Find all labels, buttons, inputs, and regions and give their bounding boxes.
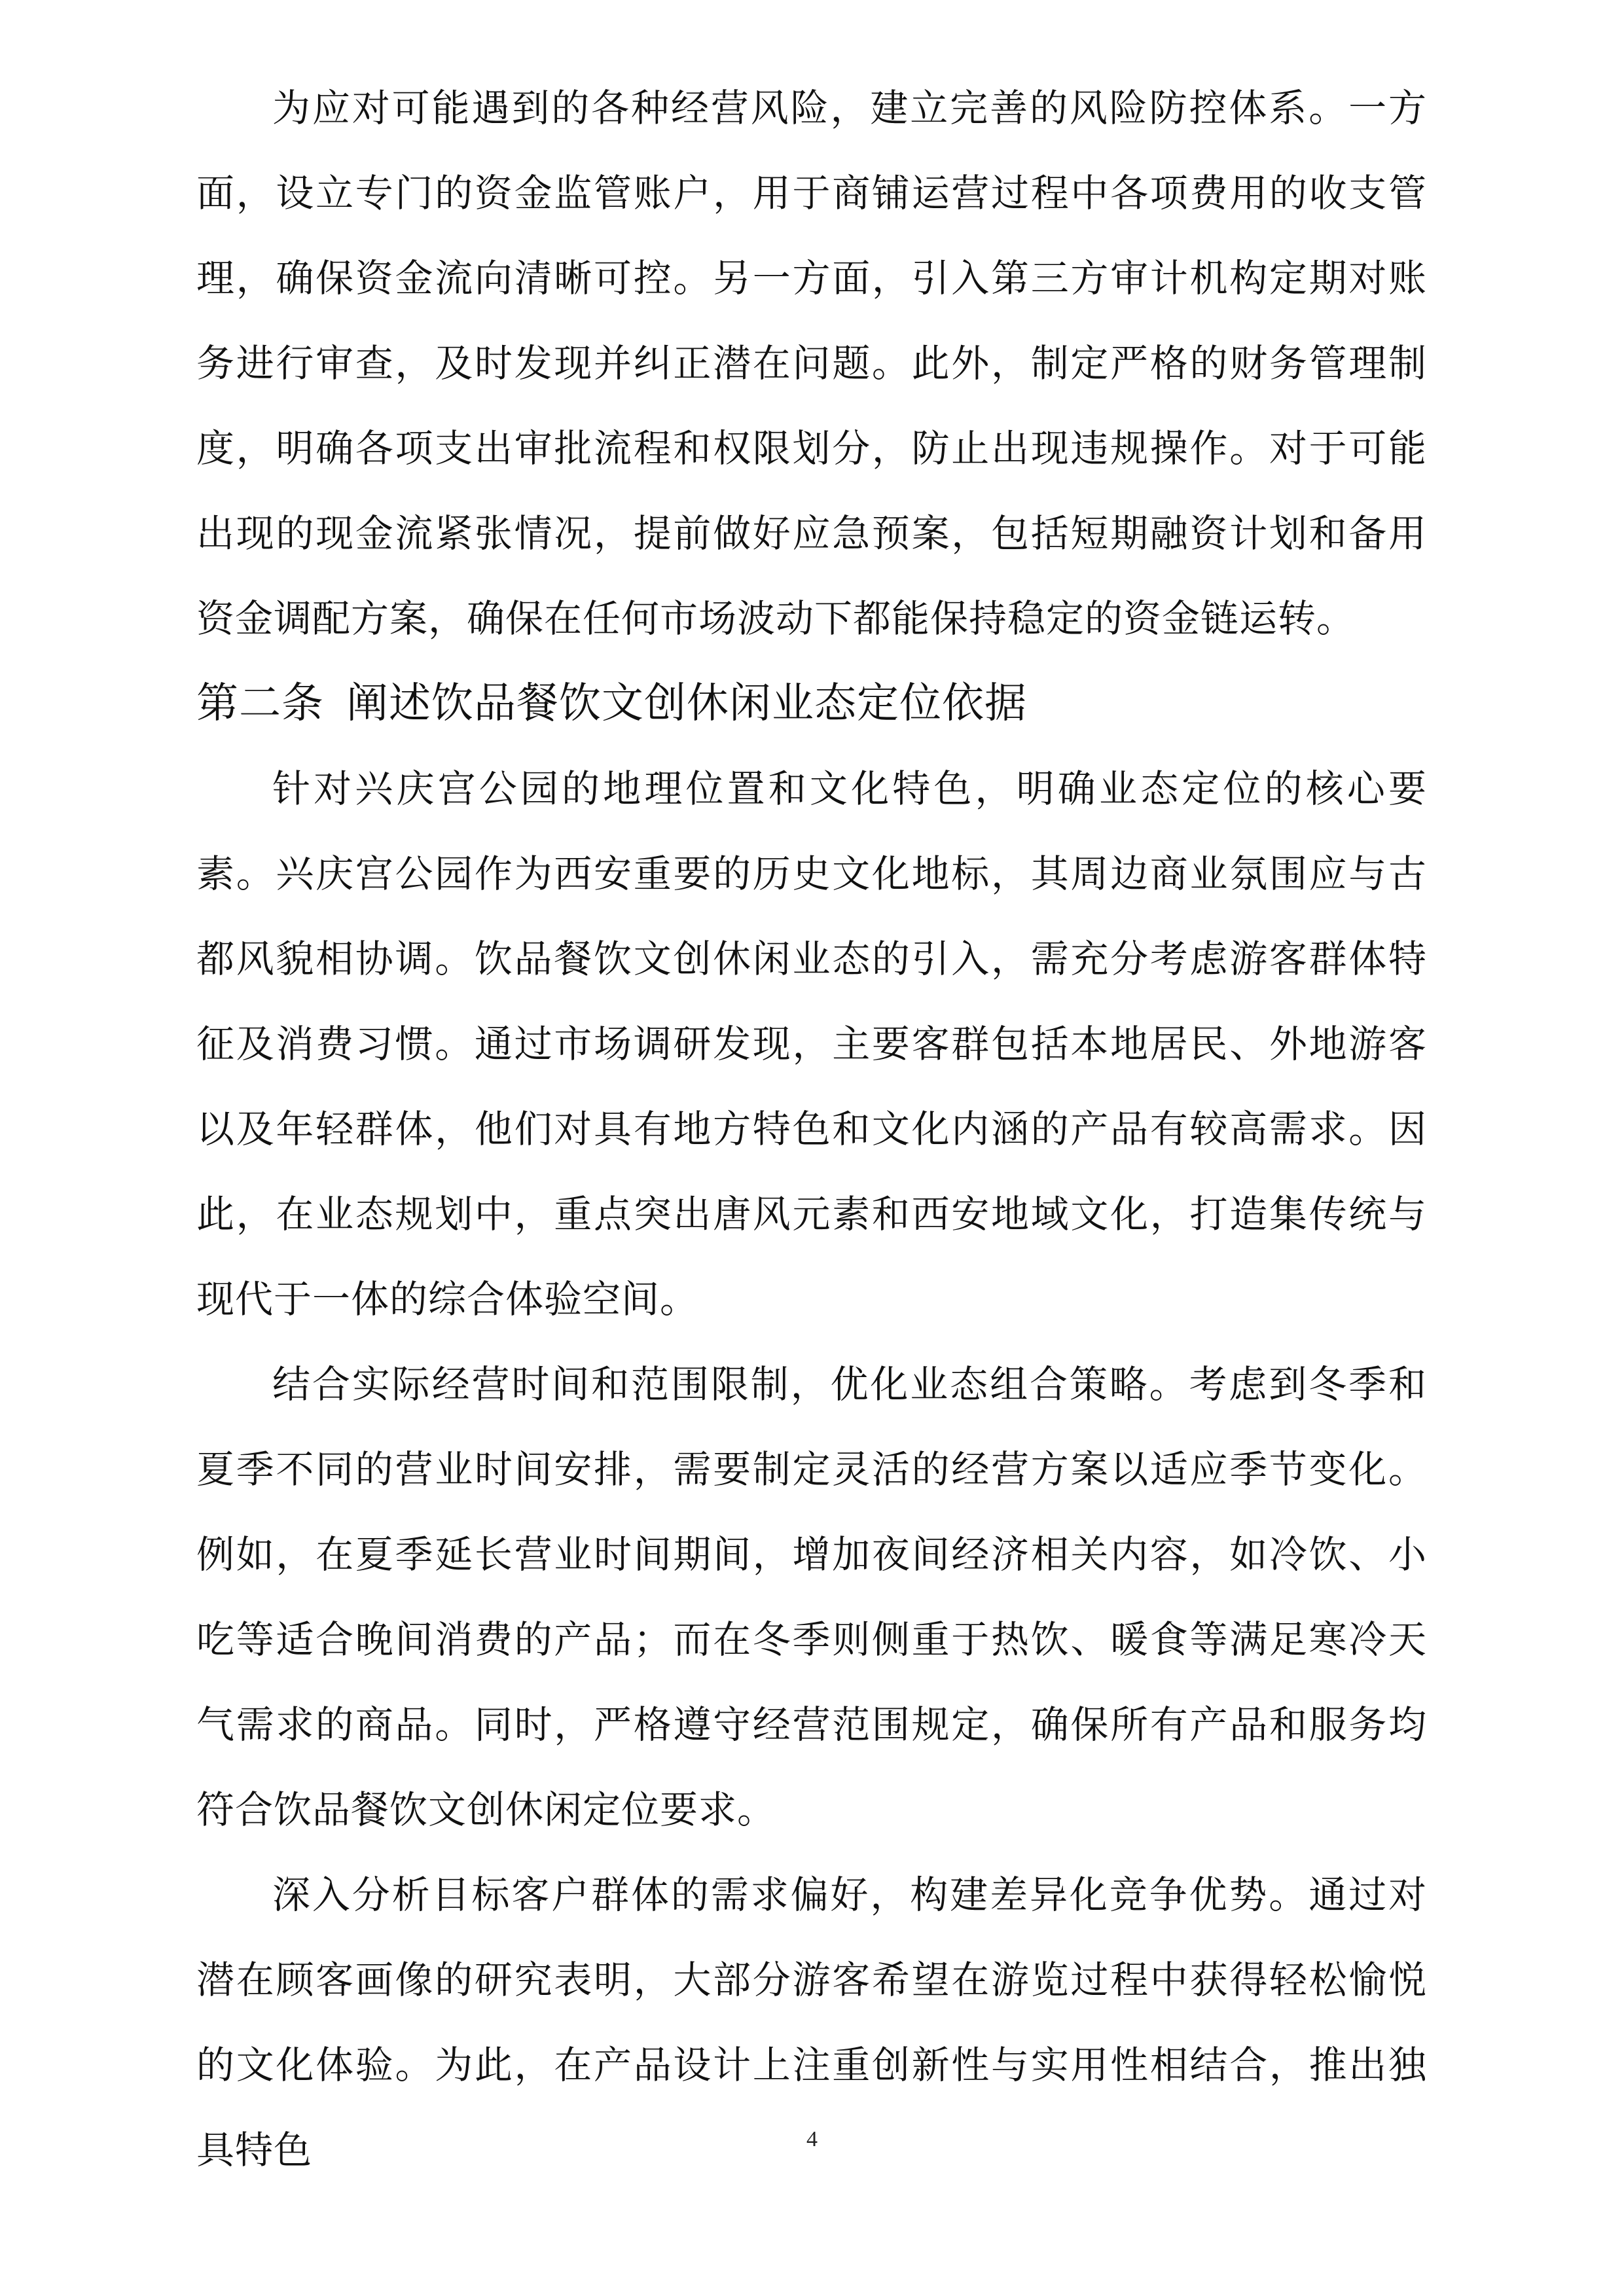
paragraph-customer-analysis: 深入分析目标客户群体的需求偏好，构建差异化竞争优势。通过对潜在顾客画像的研究表明，大部分游客希望在游览过程中获得轻松愉悦的文化体验。为此，在产品设计上注重创新性与实用性相结合，推出独具特色 (196, 1873, 1427, 2172)
paragraph-business-mix: 结合实际经营时间和范围限制，优化业态组合策略。考虑到冬季和夏季不同的营业时间安排，需要制定灵活的经营方案以适应季节变化。例如，在夏季延长营业时间期间，增加夜间经济相关内容，如冷饮、小吃等适合晚间消费的产品；而在冬季则侧重于热饮、暖食等满足寒冷天气需求的商品。同时，严格遵守经营范围规定，确保所有产品和服务均符合饮品餐饮文创休闲定位要求。 (196, 1362, 1427, 1832)
paragraph-risk-control: 为应对可能遇到的各种经营风险，建立完善的风险防控体系。一方面，设立专门的资金监管账户，用于商铺运营过程中各项费用的收支管理，确保资金流向清晰可控。另一方面，引入第三方审计机构定期对账务进行审查，及时发现并纠正潜在问题。此外，制定严格的财务管理制度，明确各项支出审批流程和权限划分，防止出现违规操作。对于可能出现的现金流紧张情况，提前做好应急预案，包括短期融资计划和备用资金调配方案，确保在任何市场波动下都能保持稳定的资金链运转。 (196, 86, 1427, 641)
document-body (196, 65, 1427, 2193)
section-heading (196, 661, 1427, 746)
section-title: 阐述饮品餐饮文创休闲业态定位依据 (346, 679, 1027, 728)
section-number: 第二条 (196, 679, 324, 728)
page-number: 4 (806, 2127, 818, 2151)
paragraph-positioning: 针对兴庆宫公园的地理位置和文化特色，明确业态定位的核心要素。兴庆宫公园作为西安重要的历史文化地标，其周边商业氛围应与古都风貌相协调。饮品餐饮文创休闲业态的引入，需充分考虑游客群体特征及消费习惯。通过市场调研发现，主要客群包括本地居民、外地游客以及年轻群体，他们对具有地方特色和文化内涵的产品有较高需求。因此，在业态规划中，重点突出唐风元素和西安地域文化，打造集传统与现代于一体的综合体验空间。 (196, 766, 1427, 1321)
